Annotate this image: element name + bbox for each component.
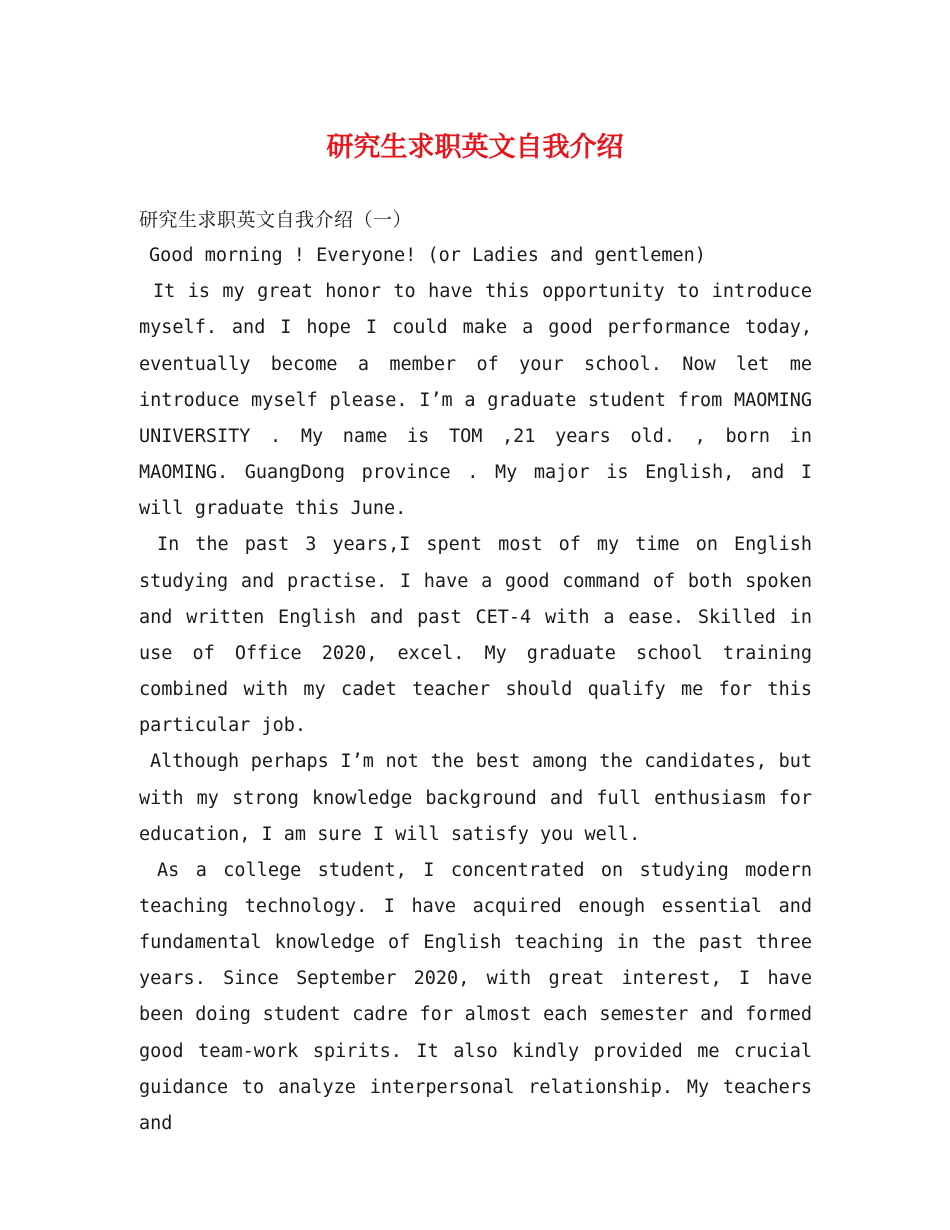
- paragraph-introduction: It is my great honor to have this opportunity to introduce myself. and I hope I could make a good performance today, eventually become a member of your school. Now let me introduce myself please. I’m a graduate student from MAOMING UNIVERSITY . My name is TOM ,21 years old. , born in MAOMING. GuangDong province . My major is English, and I will graduate this June.: [139, 281, 812, 520]
- document-body: [139, 202, 812, 1142]
- section-subtitle: 研究生求职英文自我介绍（一）: [139, 209, 413, 231]
- page-title: 研究生求职英文自我介绍: [326, 132, 624, 163]
- paragraph-greeting: Good morning ! Everyone! (or Ladies and gentlemen): [149, 245, 706, 267]
- paragraph-college: As a college student, I concentrated on studying modern teaching technology. I have acquired enough essential and fundamental knowledge of English teaching in the past three years. Since September 2020, with great interest, I have been doing student cadre for almost each semester and formed good team-work spirits. It also kindly provided me crucial guidance to analyze interpersonal relationship. My teachers and: [139, 859, 812, 1134]
- paragraph-candidacy: Although perhaps I’m not the best among the candidates, but with my strong knowledge background and full enthusiasm for education, I am sure I will satisfy you well.: [139, 751, 812, 845]
- paragraph-studies: In the past 3 years,I spent most of my time on English studying and practise. I have a good command of both spoken and written English and past CET-4 with a ease. Skilled in use of Office 2020, excel. My graduate school training combined with my cadet teacher should qualify me for this particular job.: [139, 534, 812, 737]
